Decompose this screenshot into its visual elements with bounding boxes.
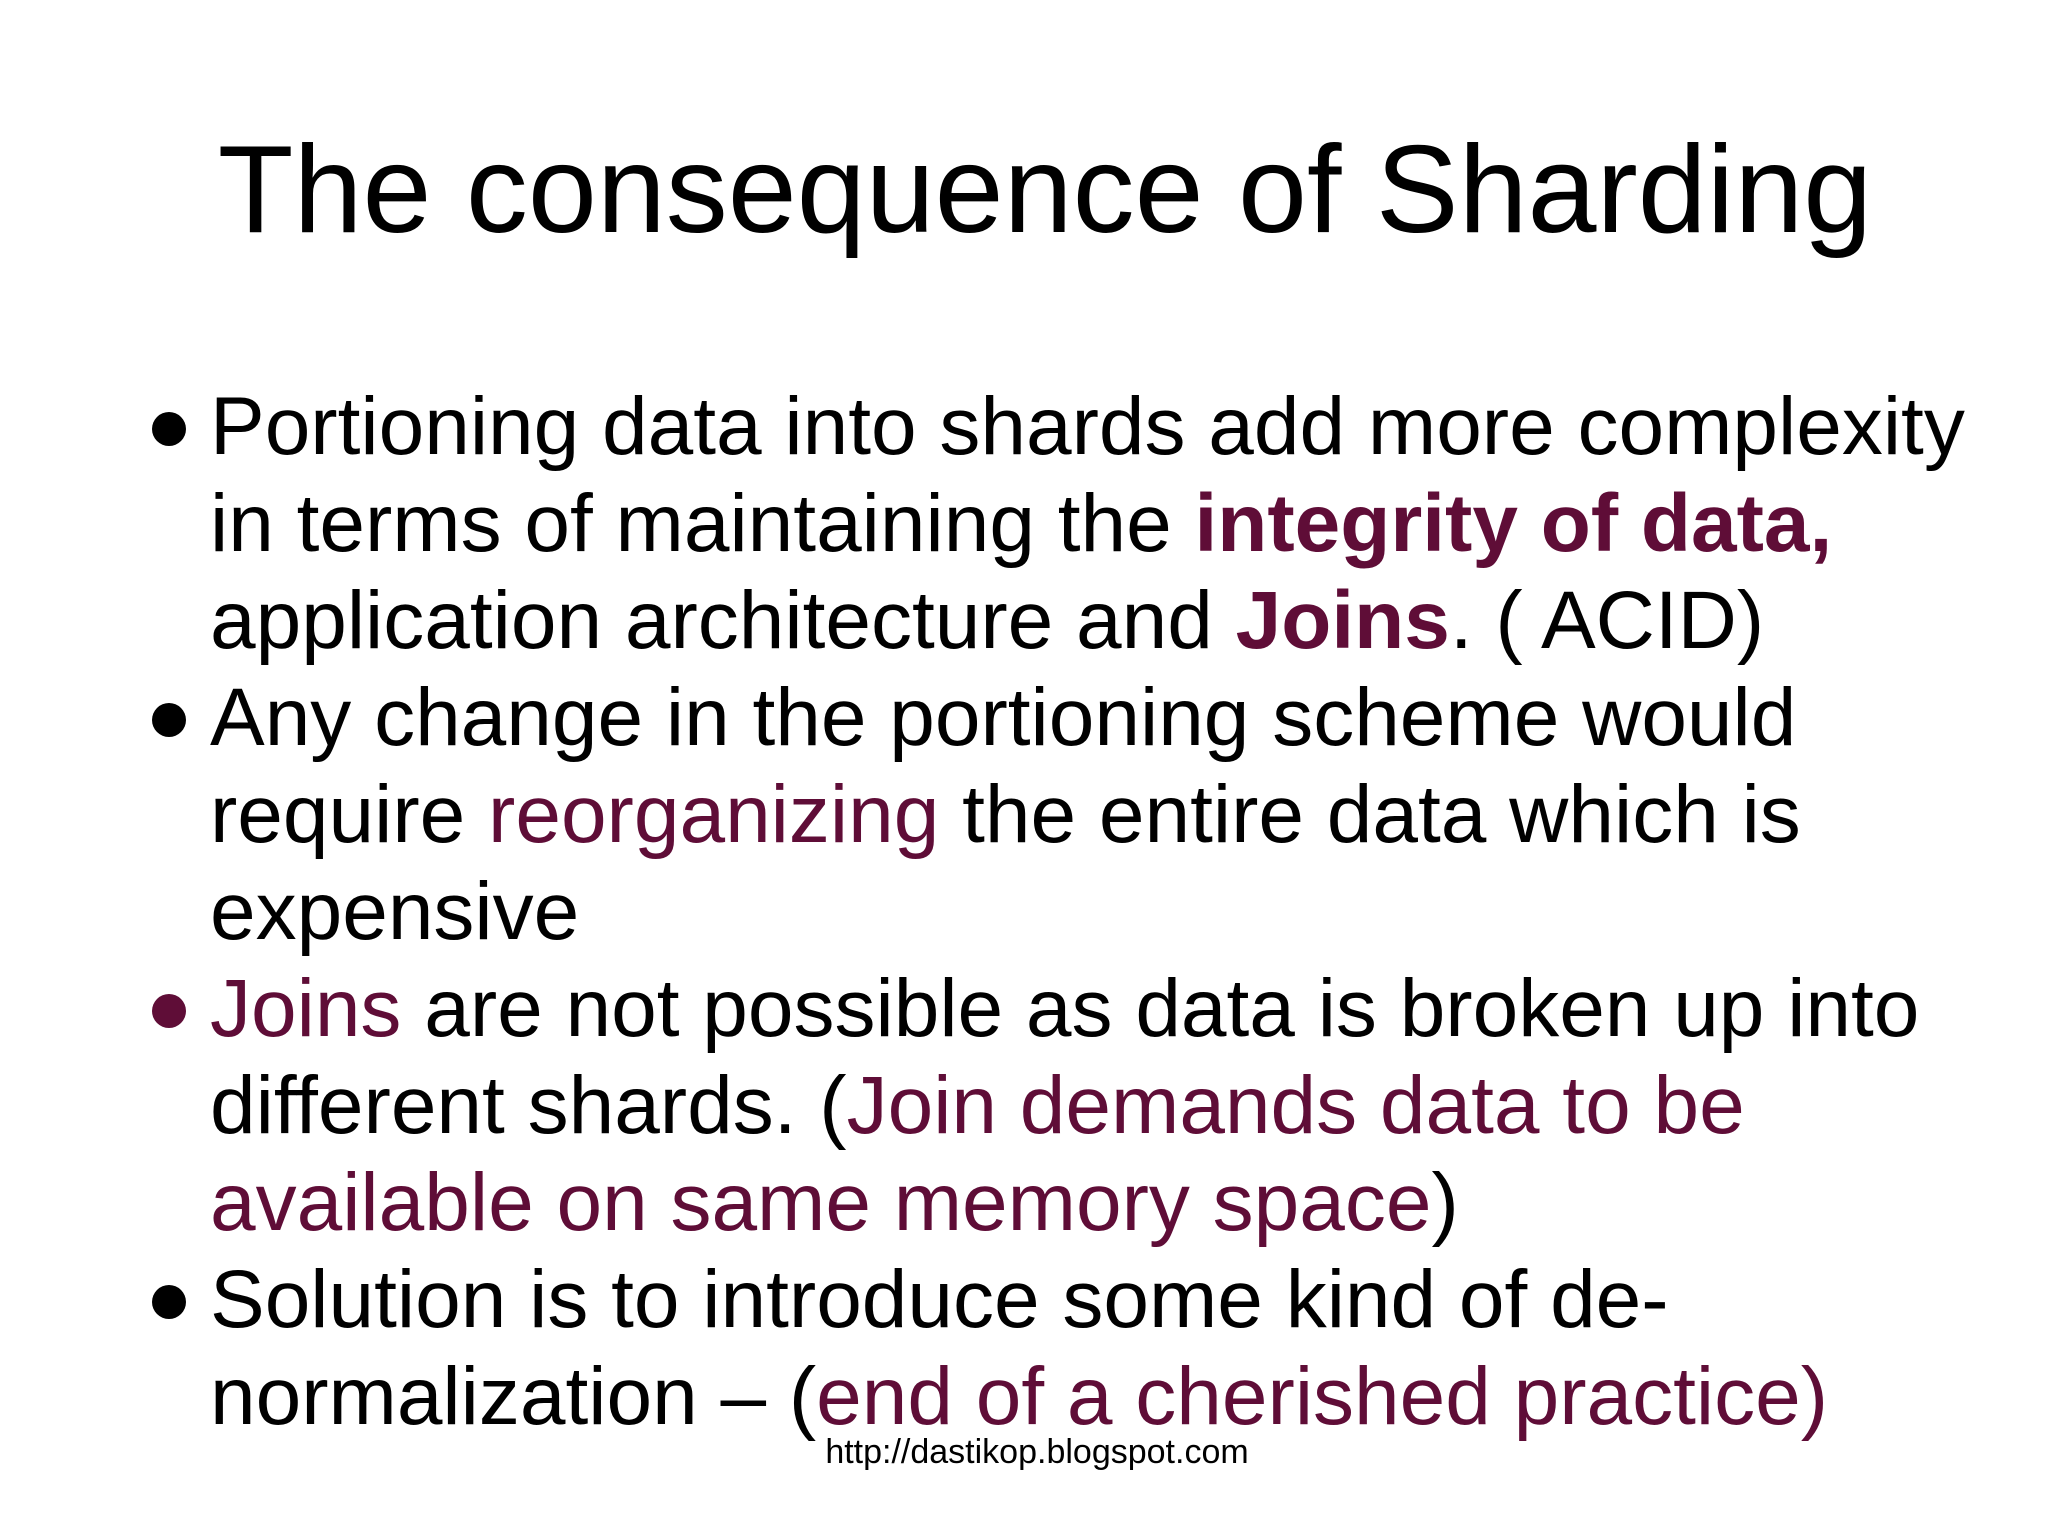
highlight-cherished-practice: end of a cherished practice) (816, 1351, 1829, 1442)
bullet-dot-icon (152, 994, 186, 1028)
highlight-joins: Joins (1235, 575, 1450, 666)
bullet-text: Portioning data into shards add more complexity in terms of maintaining the integrity of data, application architecture and Joins. ( ACID) (210, 381, 1965, 666)
bullet-dot-icon (152, 703, 186, 737)
bullet-item-complexity (150, 378, 1965, 669)
highlight-memory-space: available on same memory space (210, 1157, 1432, 1248)
bullet-text: Solution is to introduce some kind of de- normalization – (end of a cherished practice) (210, 1254, 1829, 1442)
highlight-joins-lead: Joins (210, 963, 402, 1054)
bullet-dot-icon (152, 1285, 186, 1319)
bullet-text: Any change in the portioning scheme would require reorganizing the entire data which is expensive (210, 672, 1801, 957)
highlight-integrity: integrity of data, (1194, 478, 1833, 569)
bullet-text: Joins are not possible as data is broken up into different shards. (Join demands data to be available on same memory space) (210, 963, 1920, 1248)
footer-url: http://dastikop.blogspot.com (825, 1433, 1249, 1471)
bullet-item-solution (150, 1251, 1950, 1445)
bullet-dot-icon (152, 412, 186, 446)
slide-title: The consequence of Sharding (217, 121, 1873, 259)
highlight-reorganizing: reorganizing (488, 769, 940, 860)
bullet-list (150, 378, 1965, 1445)
bullet-item-joins (150, 960, 1950, 1251)
highlight-join-demands: Join demands data to be (846, 1060, 1745, 1151)
bullet-item-scheme-change (150, 669, 1950, 960)
